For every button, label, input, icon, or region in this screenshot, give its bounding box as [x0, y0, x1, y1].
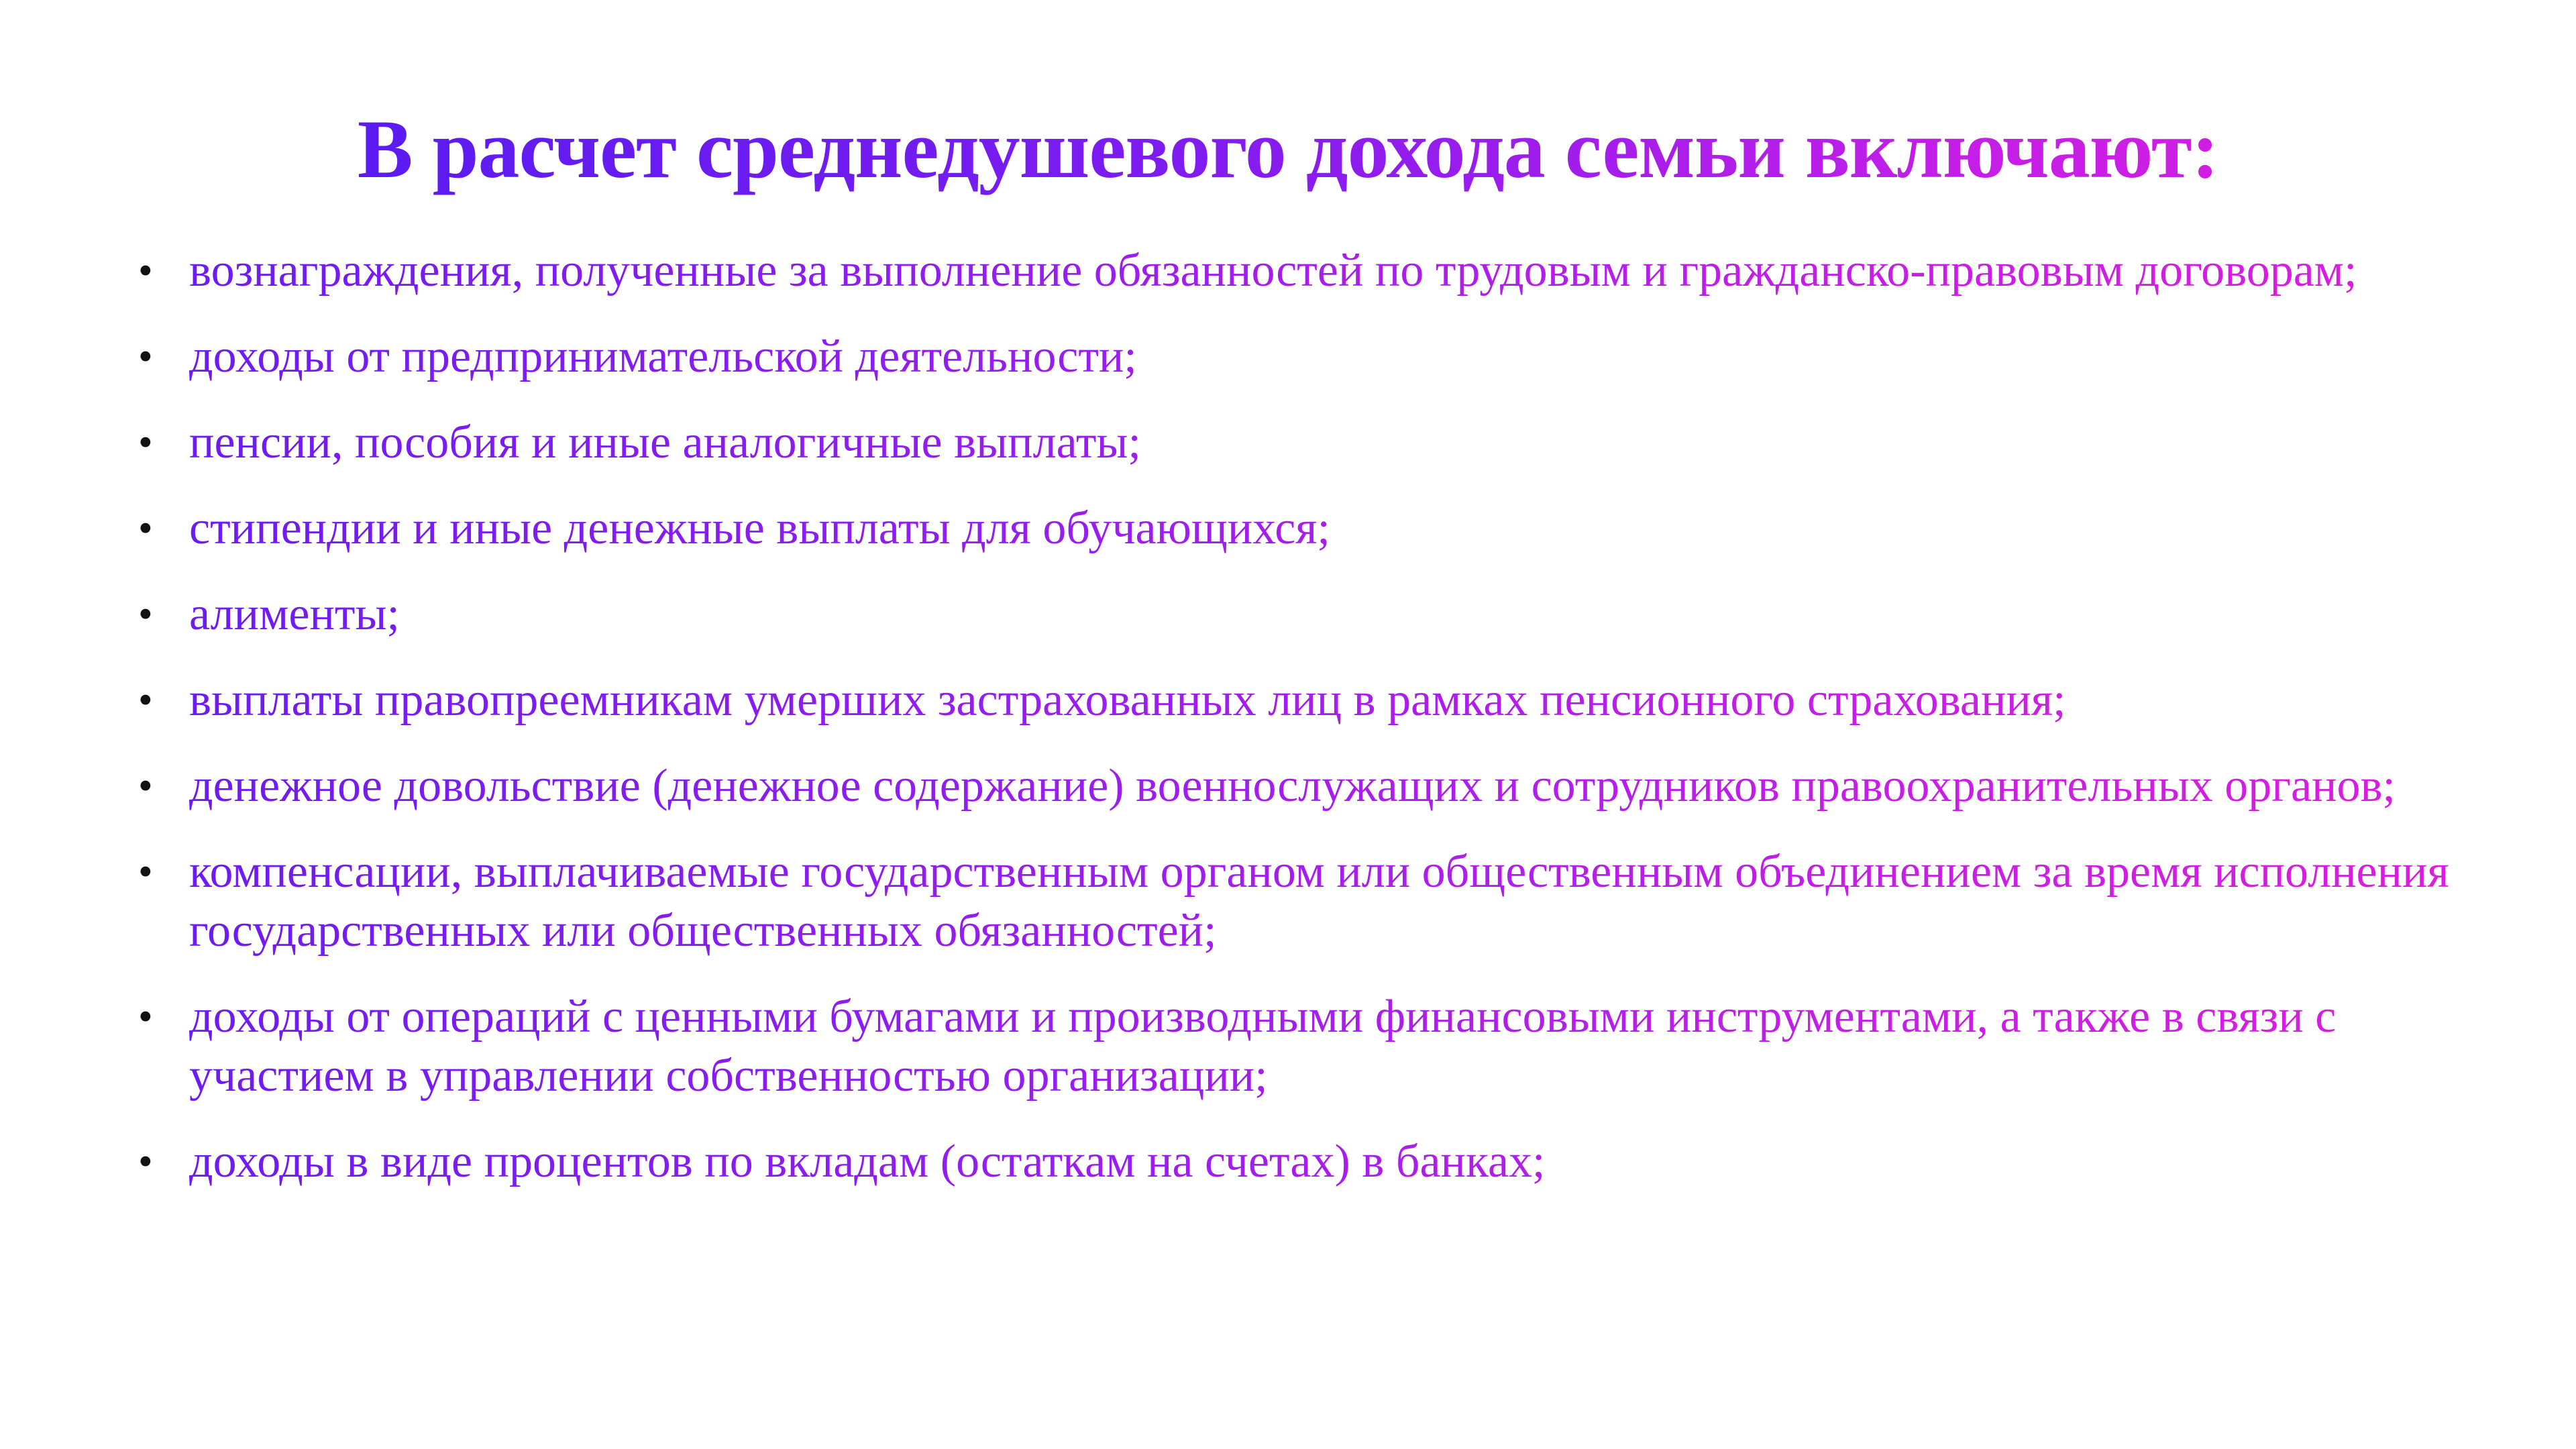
- list-item: [134, 757, 2522, 816]
- bullet-icon: •: [138, 1139, 153, 1185]
- list-item-text: доходы от предпринимательской деятельности;: [189, 331, 1137, 382]
- list-item-text: стипендии и иные денежные выплаты для обучающихся;: [189, 502, 1330, 554]
- bullet-icon: •: [138, 763, 153, 809]
- list-item: [134, 413, 2522, 472]
- bullet-icon: •: [138, 248, 153, 294]
- bullet-icon: •: [138, 678, 153, 723]
- bullet-icon: •: [138, 849, 153, 895]
- list-item: [134, 987, 2522, 1106]
- list-item: [134, 499, 2522, 558]
- list-item: [134, 585, 2522, 644]
- bullet-icon: •: [138, 334, 153, 380]
- list-item-text: алименты;: [189, 588, 400, 640]
- list-item-text: пенсии, пособия и иные аналогичные выплаты;: [189, 417, 1141, 468]
- list-item: [134, 843, 2522, 961]
- bullet-icon: •: [138, 592, 153, 637]
- bullet-icon: •: [138, 420, 153, 466]
- list-item-text: доходы в виде процентов по вкладам (остаткам на счетах) в банках;: [189, 1136, 1546, 1187]
- list-item-text: денежное довольствие (денежное содержание) военнослужащих и сотрудников правоохранительных органов;: [189, 760, 2396, 812]
- list-item: [134, 241, 2522, 301]
- slide-title: В расчет среднедушевого дохода семьи включают:: [0, 99, 2576, 200]
- bullet-icon: •: [138, 506, 153, 551]
- list-item-text: вознаграждения, полученные за выполнение обязанностей по трудовым и гражданско-правовым договорам;: [189, 245, 2357, 297]
- list-item: [134, 327, 2522, 386]
- list-item: [134, 671, 2522, 730]
- list-item: [134, 1132, 2522, 1191]
- list-item-text: компенсации, выплачиваемые государственным органом или общественным объединением за время исполнения государственных или общественных обязанностей;: [189, 846, 2449, 957]
- bullet-icon: •: [138, 994, 153, 1040]
- bullet-list: [134, 241, 2522, 1218]
- list-item-text: доходы от операций с ценными бумагами и производными финансовыми инструментами, а также в связи с участием в управлении собственностью организации;: [189, 991, 2337, 1102]
- list-item-text: выплаты правопреемникам умерших застрахованных лиц в рамках пенсионного страхования;: [189, 674, 2066, 726]
